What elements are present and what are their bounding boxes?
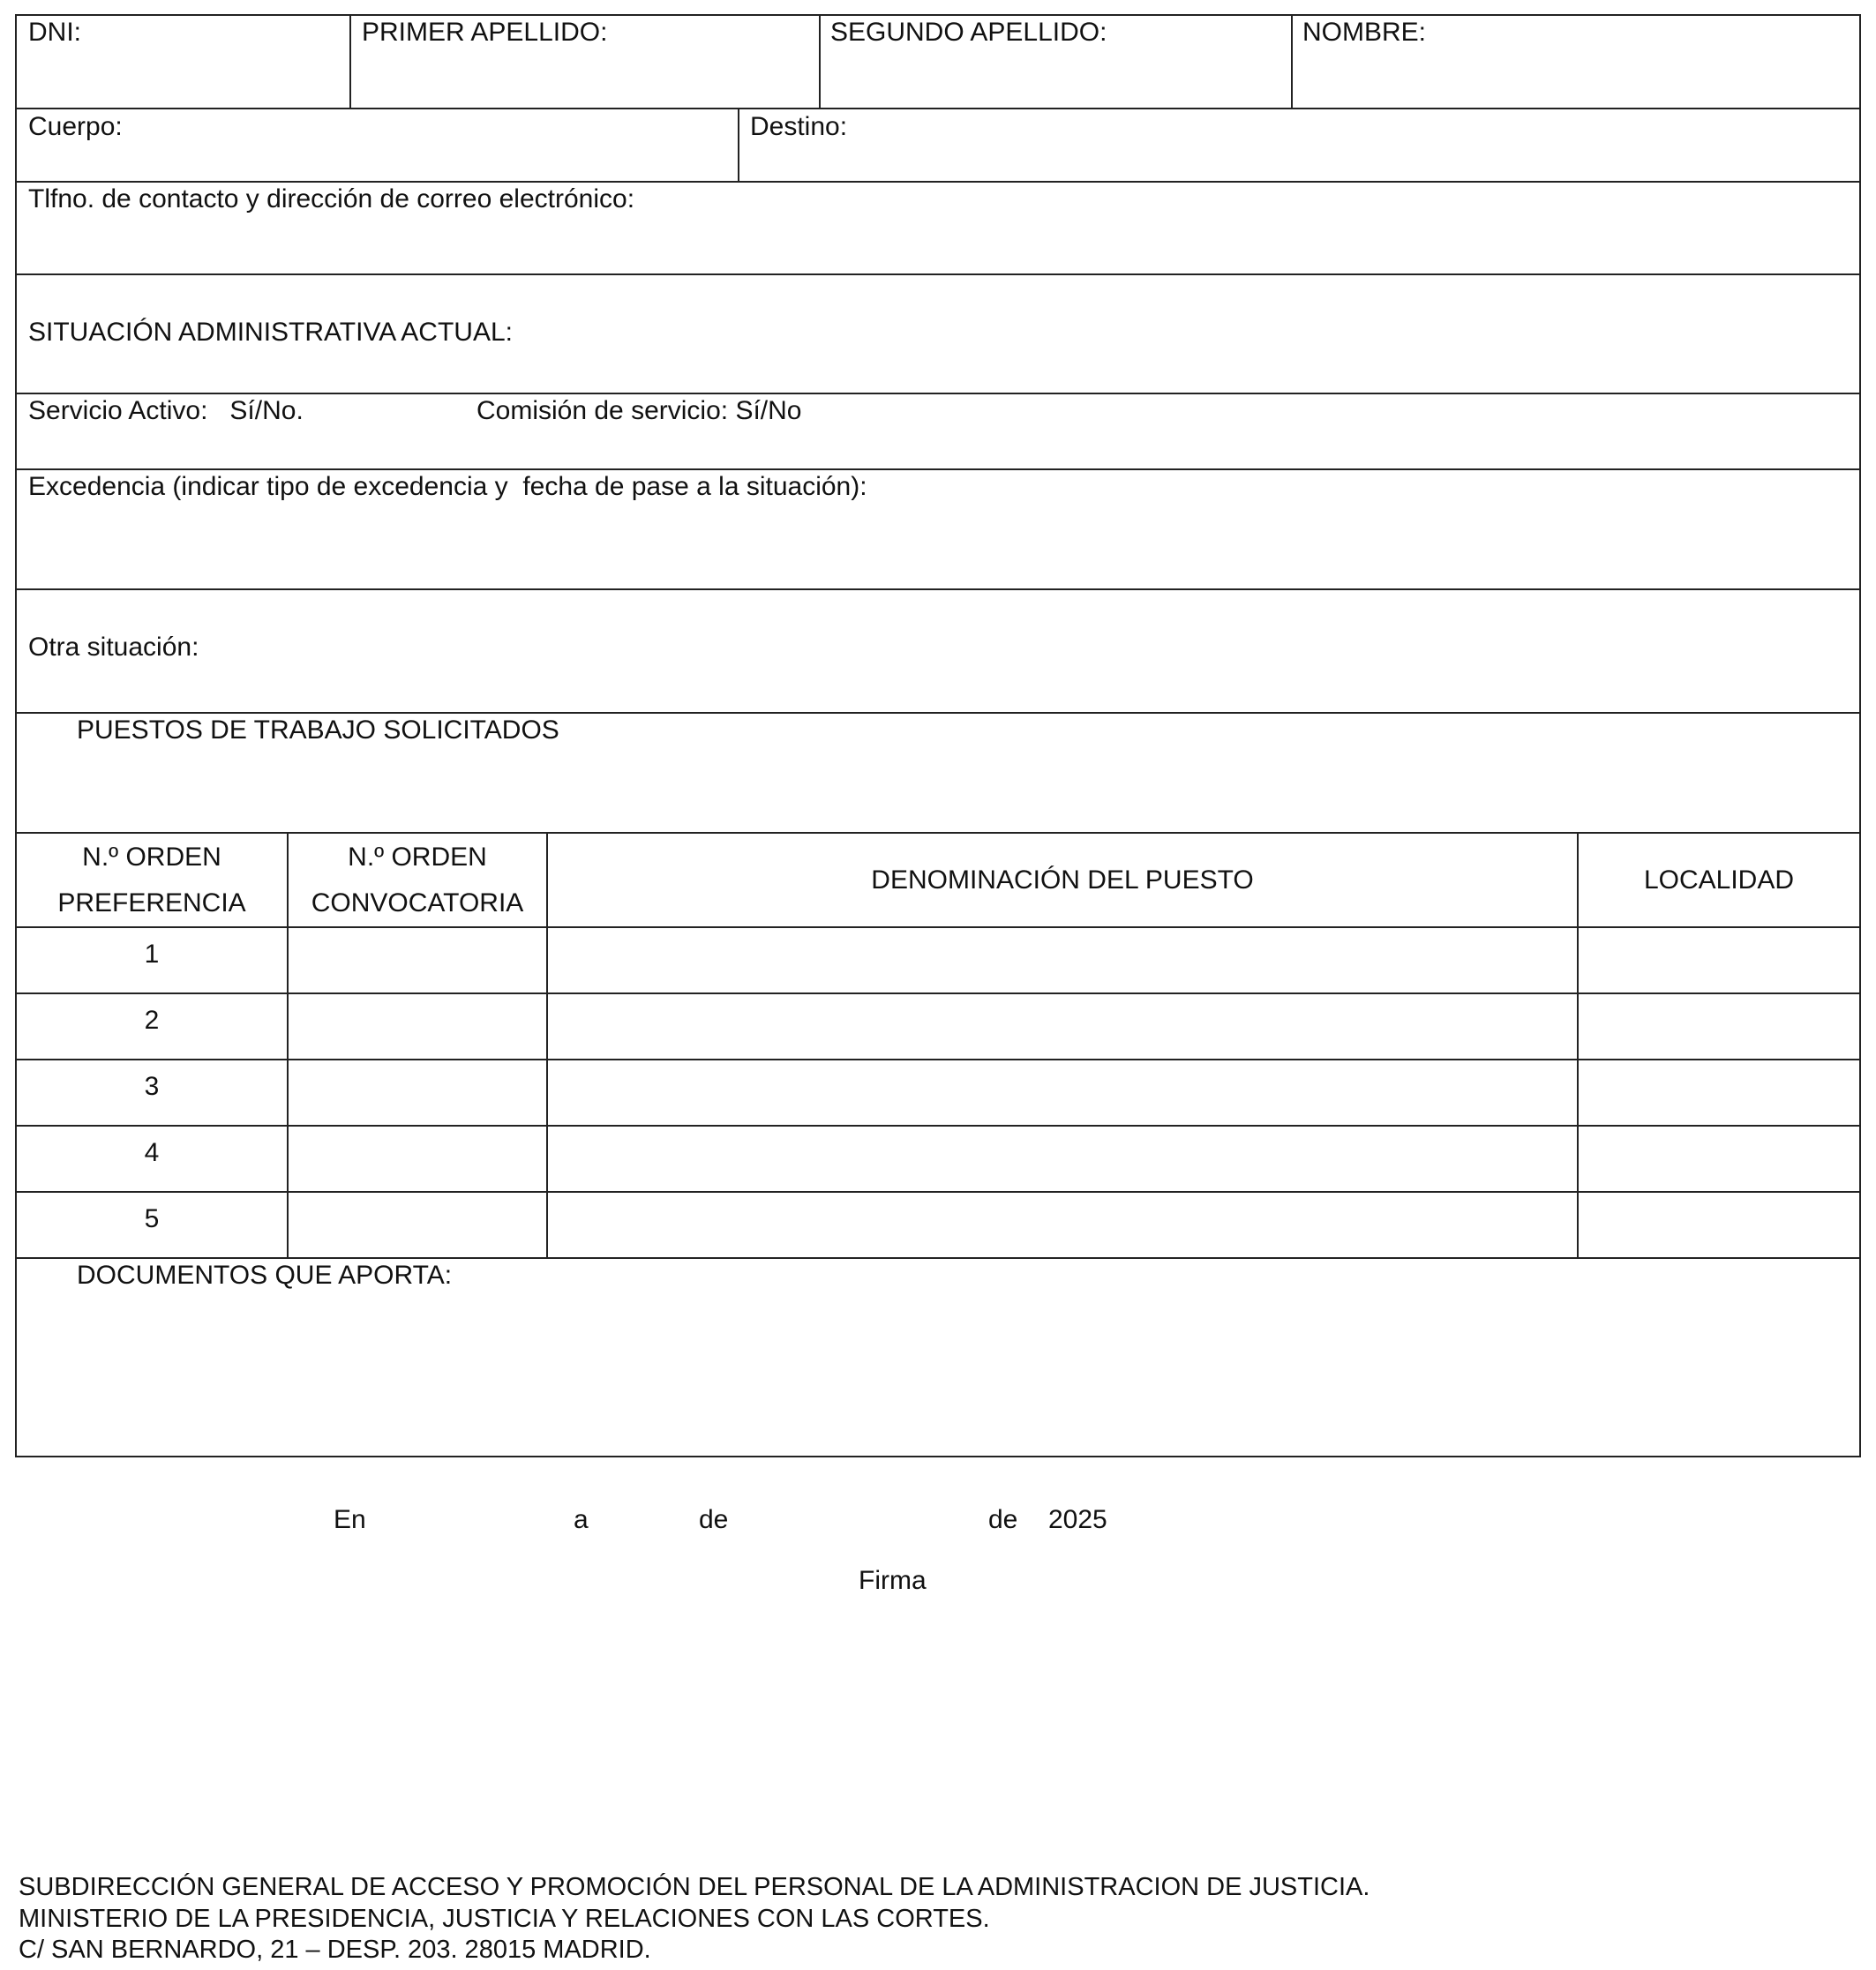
otra-situacion-label: Otra situación: <box>28 633 199 662</box>
nombre-label: NOMBRE: <box>1302 18 1427 47</box>
header-localidad: LOCALIDAD <box>1643 865 1795 895</box>
rule <box>15 273 1861 275</box>
header-denominacion: DENOMINACIÓN DEL PUESTO <box>871 865 1254 895</box>
segundo-apellido-field[interactable] <box>821 16 1290 108</box>
rule <box>15 1257 1861 1259</box>
orden-convocatoria-field[interactable] <box>289 1060 546 1125</box>
orden-convocatoria-field[interactable] <box>289 994 546 1059</box>
denominacion-field[interactable] <box>548 1060 1577 1125</box>
documentos-title: DOCUMENTOS QUE APORTA: <box>77 1261 453 1290</box>
header-orden-preferencia <box>17 834 287 926</box>
primer-apellido-label: PRIMER APELLIDO: <box>362 18 608 47</box>
localidad-field[interactable] <box>1579 1193 1859 1257</box>
destino-field[interactable] <box>739 109 1858 181</box>
denominacion-field[interactable] <box>548 1127 1577 1191</box>
row-number: 1 <box>144 940 160 969</box>
servicio-activo-label: Servicio Activo: Sí/No. <box>28 396 304 425</box>
primer-apellido-field[interactable] <box>351 16 818 108</box>
footer-line-3: C/ SAN BERNARDO, 21 – DESP. 203. 28015 MADRID. <box>19 1936 651 1964</box>
localidad-field[interactable] <box>1579 928 1859 992</box>
header-orden-preferencia-line2: PREFERENCIA <box>57 888 246 918</box>
orden-convocatoria-field[interactable] <box>289 1127 546 1191</box>
orden-convocatoria-field[interactable] <box>289 928 546 992</box>
localidad-field[interactable] <box>1579 994 1859 1059</box>
rule-bottom <box>15 1456 1861 1457</box>
rule <box>15 712 1861 714</box>
destino-label: Destino: <box>750 112 848 141</box>
header-orden-convocatoria-line1: N.º ORDEN <box>348 842 487 872</box>
documentos-field[interactable] <box>17 1297 1858 1456</box>
footer-line-2: MINISTERIO DE LA PRESIDENCIA, JUSTICIA Y RELACIONES CON LAS CORTES. <box>19 1905 990 1933</box>
denominacion-field[interactable] <box>548 1193 1577 1257</box>
excedencia-label: Excedencia (indicar tipo de excedencia y fecha de pase a la situación): <box>28 472 867 501</box>
contacto-field[interactable] <box>17 183 1858 273</box>
row-number: 3 <box>144 1072 160 1101</box>
segundo-apellido-label: SEGUNDO APELLIDO: <box>830 18 1107 47</box>
fecha-de-1: de <box>699 1505 729 1534</box>
dni-label: DNI: <box>28 18 81 47</box>
header-orden-convocatoria-line2: CONVOCATORIA <box>311 888 524 918</box>
situacion-title: SITUACIÓN ADMINISTRATIVA ACTUAL: <box>28 318 513 347</box>
rule <box>15 393 1861 394</box>
denominacion-field[interactable] <box>548 928 1577 992</box>
localidad-field[interactable] <box>1579 1127 1859 1191</box>
row-number: 5 <box>144 1204 160 1233</box>
excedencia-field[interactable] <box>17 470 1858 588</box>
puestos-title: PUESTOS DE TRABAJO SOLICITADOS <box>77 715 559 745</box>
nombre-field[interactable] <box>1293 16 1858 108</box>
dni-field[interactable] <box>17 16 349 108</box>
otra-situacion-field[interactable] <box>17 590 1858 712</box>
comision-servicio-label: Comisión de servicio: Sí/No <box>477 396 802 425</box>
cuerpo-field[interactable] <box>17 109 737 181</box>
cuerpo-label: Cuerpo: <box>28 112 123 141</box>
fecha-year: 2025 <box>1048 1505 1107 1534</box>
fecha-a: a <box>574 1505 589 1534</box>
fecha-en: En <box>334 1505 366 1534</box>
contacto-label: Tlfno. de contacto y dirección de correo electrónico: <box>28 184 635 213</box>
fecha-de-2: de <box>988 1505 1018 1534</box>
row-number: 2 <box>144 1006 160 1035</box>
header-orden-preferencia-line1: N.º ORDEN <box>82 842 221 872</box>
row-number: 4 <box>144 1138 160 1167</box>
orden-convocatoria-field[interactable] <box>289 1193 546 1257</box>
localidad-field[interactable] <box>1579 1060 1859 1125</box>
header-orden-convocatoria <box>289 834 546 926</box>
denominacion-field[interactable] <box>548 994 1577 1059</box>
firma-label: Firma <box>859 1566 927 1595</box>
footer-line-1: SUBDIRECCIÓN GENERAL DE ACCESO Y PROMOCIÓN DEL PERSONAL DE LA ADMINISTRACION DE JUSTICIA. <box>19 1873 1370 1901</box>
rule-right <box>1859 14 1861 1457</box>
